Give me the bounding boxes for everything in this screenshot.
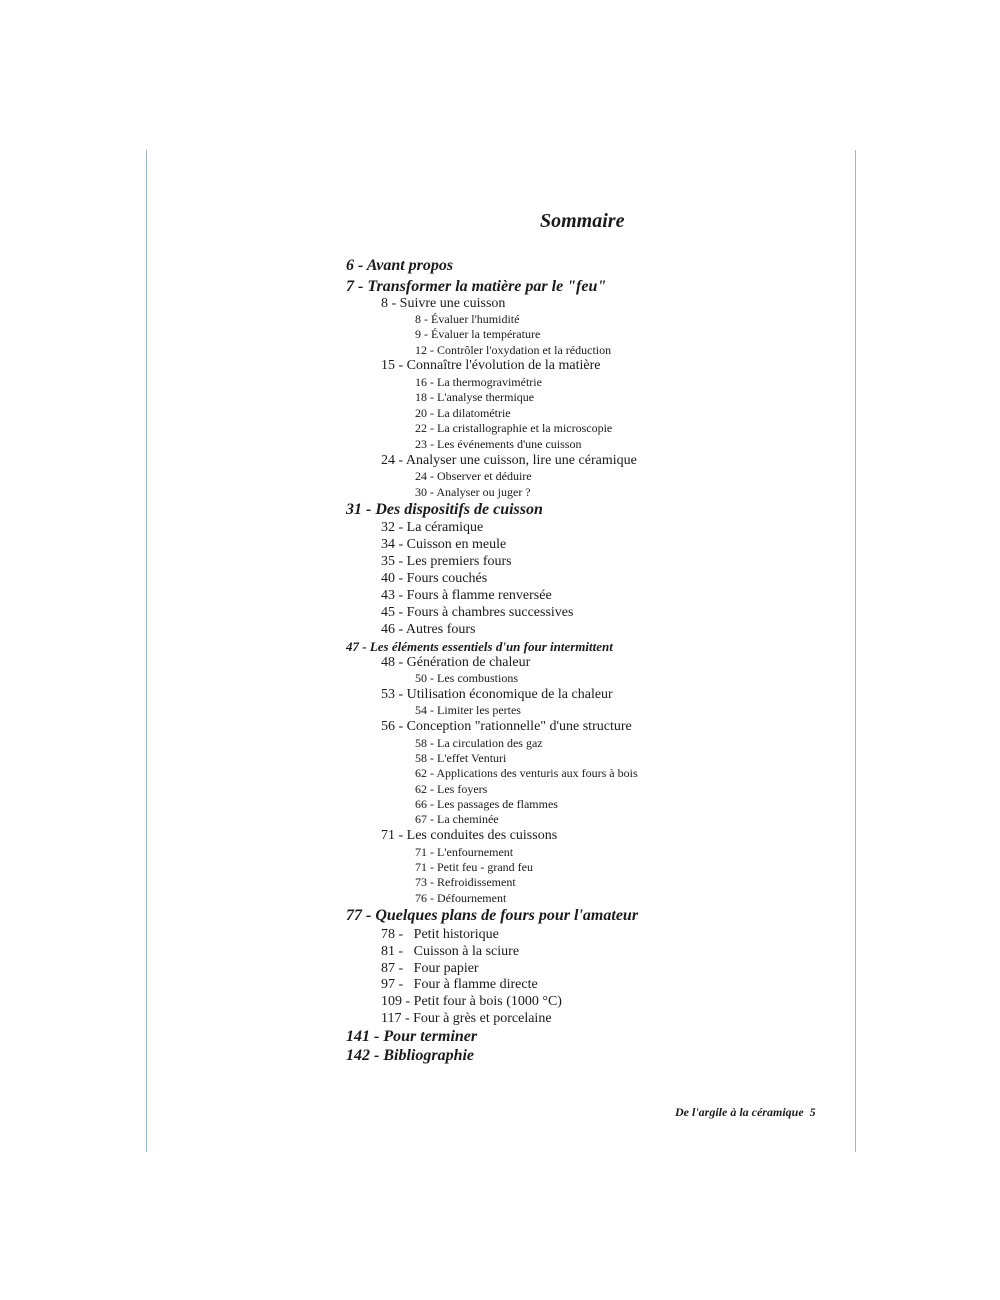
toc-section: 97 - Four à flamme directe	[381, 977, 538, 992]
toc-section: 71 - Les conduites des cuissons	[381, 828, 558, 843]
toc-section: 43 - Fours à flamme renversée	[381, 588, 552, 603]
toc-chapter: 77 - Quelques plans de fours pour l'amateur	[346, 907, 639, 924]
toc-section: 87 - Four papier	[381, 961, 479, 976]
toc-subsection: 20 - La dilatométrie	[415, 406, 511, 420]
toc-subsection: 67 - La cheminée	[415, 812, 499, 826]
toc-chapter: 6 - Avant propos	[346, 257, 454, 274]
toc-section: 81 - Cuisson à la sciure	[381, 944, 520, 959]
toc-section: 48 - Génération de chaleur	[381, 655, 531, 670]
page-footer	[675, 1105, 816, 1120]
toc-subsection: 62 - Applications des venturis aux fours à bois	[415, 766, 638, 780]
toc-subsection: 24 - Observer et déduire	[415, 469, 532, 483]
toc-section: 56 - Conception "rationnelle" d'une structure	[381, 719, 632, 734]
toc-section: 46 - Autres fours	[381, 622, 476, 637]
footer-book-title: De l'argile à la céramique	[675, 1105, 804, 1119]
toc-section: 8 - Suivre une cuisson	[381, 296, 506, 311]
toc-subsection: 76 - Défournement	[415, 891, 507, 905]
toc-chapter: 47 - Les éléments essentiels d'un four intermittent	[346, 639, 613, 654]
toc-subsection: 66 - Les passages de flammes	[415, 797, 558, 811]
toc-subsection: 58 - L'effet Venturi	[415, 751, 507, 765]
toc-subsection: 71 - Petit feu - grand feu	[415, 860, 533, 874]
toc-section: 53 - Utilisation économique de la chaleur	[381, 687, 613, 702]
toc-subsection: 22 - La cristallographie et la microscopie	[415, 421, 613, 435]
toc-section: 117 - Four à grès et porcelaine	[381, 1011, 552, 1026]
toc-subsection: 71 - L'enfournement	[415, 845, 514, 859]
toc-section: 24 - Analyser une cuisson, lire une céramique	[381, 453, 637, 468]
toc-chapter: 142 - Bibliographie	[346, 1047, 475, 1064]
toc-subsection: 18 - L'analyse thermique	[415, 390, 535, 404]
toc-subsection: 58 - La circulation des gaz	[415, 736, 543, 750]
footer-page-number: 5	[809, 1105, 816, 1119]
toc-subsection: 9 - Évaluer la température	[415, 327, 541, 341]
toc-section: 40 - Fours couchés	[381, 571, 488, 586]
toc-section: 15 - Connaître l'évolution de la matière	[381, 358, 601, 373]
toc-section: 45 - Fours à chambres successives	[381, 605, 574, 620]
toc-subsection: 62 - Les foyers	[415, 782, 488, 796]
toc-subsection: 12 - Contrôler l'oxydation et la réduction	[415, 343, 612, 357]
toc-section: 78 - Petit historique	[381, 927, 499, 942]
toc-subsection: 16 - La thermogravimétrie	[415, 375, 542, 389]
toc-subsection: 30 - Analyser ou juger ?	[415, 485, 531, 499]
toc-subsection: 23 - Les événements d'une cuisson	[415, 437, 582, 451]
toc-chapter: 141 - Pour terminer	[346, 1028, 478, 1045]
toc-subsection: 54 - Limiter les pertes	[415, 703, 521, 717]
toc-section: 109 - Petit four à bois (1000 °C)	[381, 994, 562, 1009]
toc-section: 32 - La céramique	[381, 520, 484, 535]
toc-chapter: 31 - Des dispositifs de cuisson	[346, 501, 543, 518]
toc-section: 34 - Cuisson en meule	[381, 537, 507, 552]
toc-chapter: 7 - Transformer la matière par le "feu"	[346, 278, 607, 295]
toc-subsection: 50 - Les combustions	[415, 671, 518, 685]
toc-section: 35 - Les premiers fours	[381, 554, 512, 569]
page-title: Sommaire	[540, 210, 625, 232]
toc-subsection: 8 - Évaluer l'humidité	[415, 312, 520, 326]
toc-subsection: 73 - Refroidissement	[415, 875, 516, 889]
